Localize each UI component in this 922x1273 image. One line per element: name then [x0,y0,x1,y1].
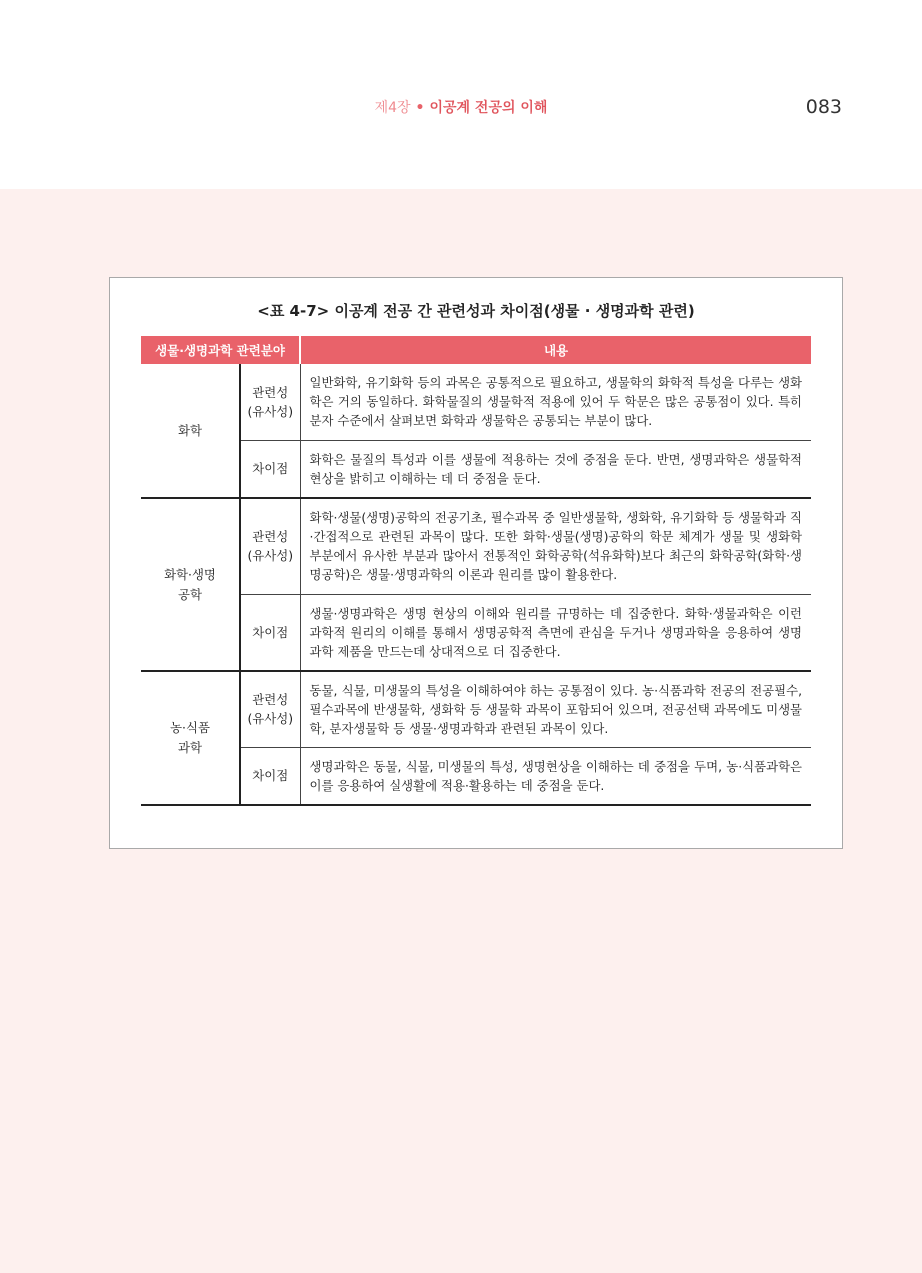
field-name-line: 공학 [178,586,202,602]
field-cell [141,498,240,671]
entry-label-cell [240,364,300,440]
page-number: 083 [805,96,842,118]
table-card [109,277,843,849]
table-row [141,364,811,440]
entry-label-cell: 차이점 [240,440,300,498]
entry-label-cell: 차이점 [240,747,300,805]
chapter-label: 제4장 [374,100,411,116]
field-cell [141,364,240,498]
entry-label-line: (유사성) [247,548,294,564]
field-name-line: 화학·생명 [164,566,216,582]
entry-text-cell: 생명과학은 동물, 식물, 미생물의 특성, 생명현상을 이해하는 데 중점을 두며, 농·식품과학은 이를 응용하여 실생활에 적용·활용하는 데 중점을 둔다. [300,747,811,805]
table-row [141,440,811,498]
table-header-row [141,336,811,364]
table-row [141,498,811,594]
page-header-area [0,0,922,189]
entry-label-line: 관련성 [252,529,289,545]
entry-label-line: 관련성 [252,384,289,400]
entry-label-line: (유사성) [247,403,294,419]
section-title: 이공계 전공의 이해 [429,100,548,116]
entry-label-line: 관련성 [252,692,289,708]
table-row [141,671,811,747]
entry-text-cell: 화학·생물(생명)공학의 전공기초, 필수과목 중 일반생물학, 생화학, 유기화학 등 생물학과 직·간접적으로 관련된 과목이 많다. 또한 화학·생물(생명)공학의 학문 체계가 생물 및 생화학 부분에서 유사한 부분과 많아서 전통적인 화학공학(석유화학)보다 최근의 화학공학(화학·생명공학)은 생물·생명과학의 이론과 원리를 많이 활용한다. [300,498,811,594]
running-head [0,97,922,117]
entry-label-cell [240,671,300,747]
column-header-content: 내용 [300,336,811,364]
comparison-table [141,336,811,806]
entry-text-cell: 일반화학, 유기화학 등의 과목은 공통적으로 필요하고, 생물학의 화학적 특성을 다루는 생화학은 거의 동일하다. 화학물질의 생물학적 적용에 있어 두 학문은 많은 공통점이 있다. 특히 분자 수준에서 살펴보면 화학과 생물학은 공통되는 부분이 많다. [300,364,811,440]
table-row [141,594,811,671]
bullet-icon: • [415,100,425,116]
field-name-line: 농·식품 [170,720,210,735]
table-row [141,747,811,805]
table-title: <표 4-7> 이공계 전공 간 관련성과 차이점(생물 · 생명과학 관련) [257,302,695,320]
entry-text-cell: 동물, 식물, 미생물의 특성을 이해하여야 하는 공통점이 있다. 농·식품과학 전공의 전공필수, 필수과목에 반생물학, 생화학 등 생물학 과목이 포함되어 있으며, 전공선택 과목에도 미생물학, 분자생물학 등 생물·생명과학과 관련된 과목이 있다. [300,671,811,747]
field-name: 화학 [178,422,202,438]
entry-label-cell: 차이점 [240,594,300,671]
field-cell [141,671,240,805]
entry-text-cell: 생물·생명과학은 생명 현상의 이해와 원리를 규명하는 데 집중한다. 화학·생물과학은 이런 과학적 원리의 이해를 통해서 생명공학적 측면에 관심을 두거나 생명과학을 응용하여 생명과학 제품을 만드는데 상대적으로 더 집중한다. [300,594,811,671]
field-name-line: 과학 [178,740,202,755]
entry-text-cell: 화학은 물질의 특성과 이를 생물에 적용하는 것에 중점을 둔다. 반면, 생명과학은 생물학적 현상을 밝히고 이해하는 데 더 중점을 둔다. [300,440,811,498]
entry-label-line: (유사성) [247,711,294,727]
entry-label-cell [240,498,300,594]
column-header-field: 생물·생명과학 관련분야 [141,336,300,364]
